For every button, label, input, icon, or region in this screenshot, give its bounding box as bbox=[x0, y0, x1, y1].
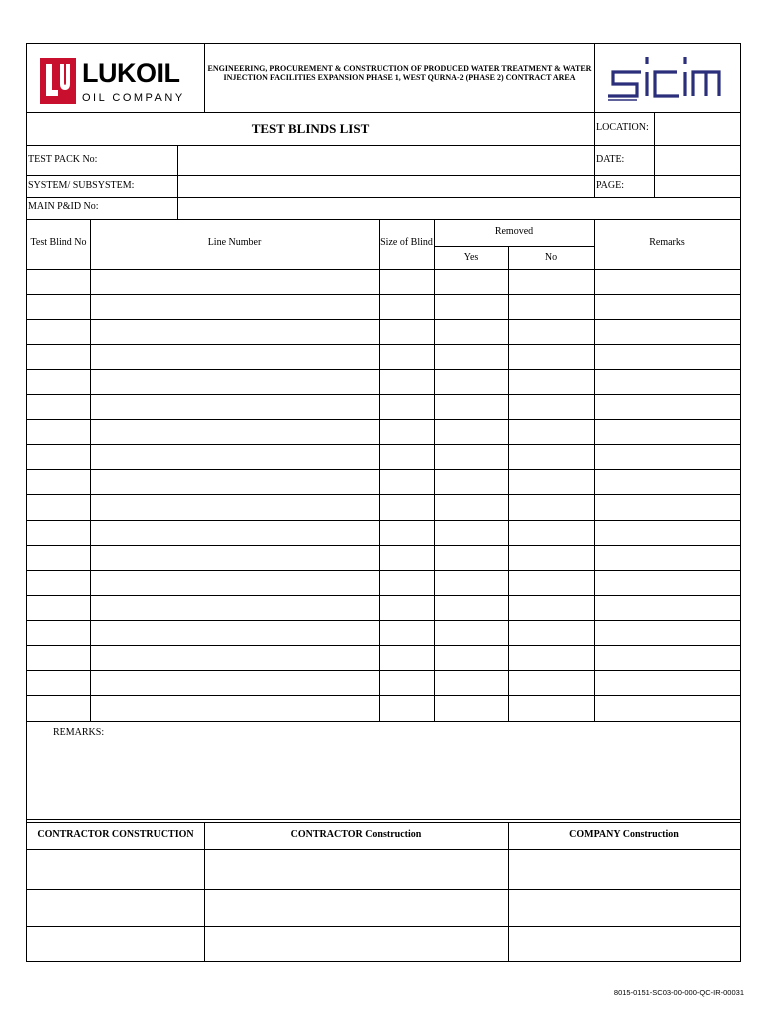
table-cell[interactable] bbox=[510, 622, 592, 643]
table-cell[interactable] bbox=[92, 271, 377, 292]
signature-header-contractor bbox=[204, 829, 508, 841]
table-cell[interactable] bbox=[436, 697, 506, 718]
project-title: ENGINEERING, PROCUREMENT & CONSTRUCTION OF PRODUCED WATER TREATMENT & WATER INJECTION FACILITIES EXPANSION PHASE 1, WEST QURNA-2 (PHASE 2) CONTRACT AREA bbox=[207, 64, 592, 82]
table-cell[interactable] bbox=[436, 547, 506, 568]
table-row bbox=[27, 294, 740, 319]
table-cell[interactable] bbox=[510, 496, 592, 517]
lukoil-logo bbox=[40, 58, 200, 106]
table-cell[interactable] bbox=[596, 471, 738, 492]
table-cell[interactable] bbox=[92, 547, 377, 568]
table-cell[interactable] bbox=[92, 396, 377, 417]
table-cell[interactable] bbox=[510, 647, 592, 668]
table-cell[interactable] bbox=[596, 572, 738, 593]
signature-header-contractor-bold: CONTRACTOR bbox=[290, 829, 363, 840]
table-cell[interactable] bbox=[29, 572, 88, 593]
table-cell[interactable] bbox=[381, 446, 432, 467]
table-cell[interactable] bbox=[92, 697, 377, 718]
col-header-line-number: Line Number bbox=[207, 237, 262, 248]
document-number: 8015-0151-SC03-00-000-QC-IR-00031 bbox=[613, 988, 744, 997]
table-row bbox=[27, 695, 740, 720]
remarks-label: REMARKS: bbox=[53, 727, 105, 738]
table-cell[interactable] bbox=[596, 622, 738, 643]
table-cell[interactable] bbox=[92, 421, 377, 442]
table-cell[interactable] bbox=[29, 522, 88, 543]
table-cell[interactable] bbox=[381, 271, 432, 292]
table-row bbox=[27, 344, 740, 369]
table-cell[interactable] bbox=[510, 396, 592, 417]
table-cell[interactable] bbox=[92, 371, 377, 392]
table-cell[interactable] bbox=[92, 647, 377, 668]
table-row bbox=[27, 319, 740, 344]
table-row bbox=[27, 394, 740, 419]
signature-header-contractor-construction: CONTRACTOR CONSTRUCTION bbox=[37, 829, 194, 840]
page-field[interactable] bbox=[655, 176, 740, 197]
signature-cell[interactable] bbox=[509, 850, 739, 888]
table-cell[interactable] bbox=[381, 296, 432, 317]
col-header-size: Size of Blind bbox=[380, 237, 433, 248]
table-row bbox=[27, 570, 740, 595]
table-cell[interactable] bbox=[596, 271, 738, 292]
signature-cell[interactable] bbox=[28, 927, 203, 961]
location-field[interactable] bbox=[655, 113, 740, 144]
table-row bbox=[27, 670, 740, 695]
table-cell[interactable] bbox=[436, 346, 506, 367]
table-cell[interactable] bbox=[436, 647, 506, 668]
table-cell[interactable] bbox=[381, 647, 432, 668]
table-cell[interactable] bbox=[92, 622, 377, 643]
table-row bbox=[27, 620, 740, 645]
table-cell[interactable] bbox=[510, 597, 592, 618]
sicim-logo bbox=[607, 54, 722, 102]
table-cell[interactable] bbox=[436, 471, 506, 492]
table-cell[interactable] bbox=[436, 321, 506, 342]
table-cell[interactable] bbox=[596, 697, 738, 718]
table-cell[interactable] bbox=[29, 697, 88, 718]
sicim-logo-icon bbox=[607, 54, 722, 102]
table-cell[interactable] bbox=[92, 522, 377, 543]
table-cell[interactable] bbox=[436, 597, 506, 618]
system-label: SYSTEM/ SUBSYSTEM: bbox=[28, 180, 135, 191]
table-row bbox=[27, 444, 740, 469]
signature-cell[interactable] bbox=[509, 927, 739, 961]
table-cell[interactable] bbox=[510, 296, 592, 317]
company-name: LUKOIL bbox=[82, 58, 180, 88]
test-blinds-form bbox=[26, 43, 741, 962]
table-cell[interactable] bbox=[29, 371, 88, 392]
signature-cell[interactable] bbox=[205, 927, 507, 961]
table-cell[interactable] bbox=[436, 421, 506, 442]
table-cell[interactable] bbox=[596, 421, 738, 442]
table-row bbox=[27, 494, 740, 519]
signature-cell[interactable] bbox=[28, 890, 203, 925]
table-cell[interactable] bbox=[510, 672, 592, 693]
table-cell[interactable] bbox=[596, 346, 738, 367]
remarks-field[interactable] bbox=[127, 724, 737, 816]
table-cell[interactable] bbox=[436, 446, 506, 467]
table-cell[interactable] bbox=[92, 496, 377, 517]
table-cell[interactable] bbox=[92, 296, 377, 317]
table-cell[interactable] bbox=[92, 597, 377, 618]
table-cell[interactable] bbox=[381, 597, 432, 618]
table-cell[interactable] bbox=[436, 296, 506, 317]
table-cell[interactable] bbox=[29, 647, 88, 668]
table-cell[interactable] bbox=[29, 622, 88, 643]
table-cell[interactable] bbox=[436, 271, 506, 292]
table-cell[interactable] bbox=[510, 371, 592, 392]
table-cell[interactable] bbox=[92, 346, 377, 367]
table-cell[interactable] bbox=[436, 396, 506, 417]
table-cell[interactable] bbox=[510, 572, 592, 593]
table-cell[interactable] bbox=[596, 371, 738, 392]
table-cell[interactable] bbox=[381, 622, 432, 643]
date-label: DATE: bbox=[596, 154, 625, 165]
lukoil-logo-icon bbox=[40, 58, 76, 104]
signature-cell[interactable] bbox=[28, 850, 203, 888]
table-cell[interactable] bbox=[510, 547, 592, 568]
table-cell[interactable] bbox=[596, 597, 738, 618]
table-cell[interactable] bbox=[381, 547, 432, 568]
col-header-removed: Removed bbox=[494, 226, 534, 237]
col-header-remarks: Remarks bbox=[649, 237, 685, 248]
col-header-no: No bbox=[544, 252, 558, 263]
table-cell[interactable] bbox=[381, 672, 432, 693]
signature-cell[interactable] bbox=[205, 890, 507, 925]
signature-cell[interactable] bbox=[205, 850, 507, 888]
table-cell[interactable] bbox=[381, 346, 432, 367]
table-cell[interactable] bbox=[92, 672, 377, 693]
table-cell[interactable] bbox=[510, 421, 592, 442]
table-cell[interactable] bbox=[92, 446, 377, 467]
table-cell[interactable] bbox=[381, 572, 432, 593]
table-row bbox=[27, 545, 740, 570]
pid-field[interactable] bbox=[178, 198, 740, 218]
table-cell[interactable] bbox=[596, 496, 738, 517]
form-title: TEST BLINDS LIST bbox=[251, 121, 370, 136]
pid-label: MAIN P&ID No: bbox=[28, 201, 99, 212]
signature-header-company-rest: Construction bbox=[620, 829, 679, 840]
table-cell[interactable] bbox=[29, 296, 88, 317]
table-cell[interactable] bbox=[436, 622, 506, 643]
table-cell[interactable] bbox=[29, 321, 88, 342]
table-row bbox=[27, 269, 740, 294]
table-cell[interactable] bbox=[29, 446, 88, 467]
table-cell[interactable] bbox=[29, 346, 88, 367]
signature-header-company-bold: COMPANY bbox=[569, 829, 621, 840]
col-header-blind-no: Test Blind No bbox=[30, 237, 87, 248]
table-cell[interactable] bbox=[92, 572, 377, 593]
table-cell[interactable] bbox=[596, 647, 738, 668]
table-cell[interactable] bbox=[436, 522, 506, 543]
page-label: PAGE: bbox=[596, 180, 624, 191]
table-cell[interactable] bbox=[510, 321, 592, 342]
signature-cell[interactable] bbox=[509, 890, 739, 925]
table-cell[interactable] bbox=[436, 572, 506, 593]
table-cell[interactable] bbox=[596, 672, 738, 693]
table-cell[interactable] bbox=[381, 522, 432, 543]
company-subtitle: OIL COMPANY bbox=[82, 92, 185, 104]
table-cell[interactable] bbox=[510, 471, 592, 492]
table-cell[interactable] bbox=[436, 371, 506, 392]
table-cell[interactable] bbox=[596, 321, 738, 342]
table-cell[interactable] bbox=[510, 697, 592, 718]
table-cell[interactable] bbox=[29, 547, 88, 568]
table-cell[interactable] bbox=[510, 346, 592, 367]
table-cell[interactable] bbox=[596, 446, 738, 467]
table-cell[interactable] bbox=[92, 471, 377, 492]
table-cell[interactable] bbox=[29, 672, 88, 693]
table-cell[interactable] bbox=[29, 496, 88, 517]
table-cell[interactable] bbox=[436, 672, 506, 693]
table-cell[interactable] bbox=[596, 296, 738, 317]
table-cell[interactable] bbox=[436, 496, 506, 517]
test-pack-field[interactable] bbox=[178, 146, 594, 175]
table-cell[interactable] bbox=[92, 321, 377, 342]
signature-header-company bbox=[508, 829, 740, 841]
location-label: LOCATION: bbox=[596, 122, 649, 133]
table-row bbox=[27, 645, 740, 670]
table-cell[interactable] bbox=[381, 371, 432, 392]
table-row bbox=[27, 520, 740, 545]
table-cell[interactable] bbox=[381, 321, 432, 342]
table-row bbox=[27, 419, 740, 444]
system-field[interactable] bbox=[178, 176, 594, 197]
date-field[interactable] bbox=[655, 146, 740, 175]
table-cell[interactable] bbox=[596, 522, 738, 543]
table-cell[interactable] bbox=[596, 547, 738, 568]
table-cell[interactable] bbox=[29, 471, 88, 492]
table-row bbox=[27, 469, 740, 494]
table-cell[interactable] bbox=[29, 421, 88, 442]
test-pack-label: TEST PACK No: bbox=[28, 154, 98, 165]
table-cell[interactable] bbox=[381, 496, 432, 517]
table-cell[interactable] bbox=[29, 597, 88, 618]
table-cell[interactable] bbox=[596, 396, 738, 417]
table-cell[interactable] bbox=[381, 421, 432, 442]
table-cell[interactable] bbox=[381, 697, 432, 718]
col-header-yes: Yes bbox=[463, 252, 479, 263]
signature-header-contractor-rest: Construction bbox=[362, 829, 422, 840]
table-cell[interactable] bbox=[29, 396, 88, 417]
table-cell[interactable] bbox=[510, 271, 592, 292]
table-cell[interactable] bbox=[510, 522, 592, 543]
table-cell[interactable] bbox=[29, 271, 88, 292]
table-cell[interactable] bbox=[510, 446, 592, 467]
table-cell[interactable] bbox=[381, 396, 432, 417]
table-cell[interactable] bbox=[381, 471, 432, 492]
table-row bbox=[27, 369, 740, 394]
table-row bbox=[27, 595, 740, 620]
